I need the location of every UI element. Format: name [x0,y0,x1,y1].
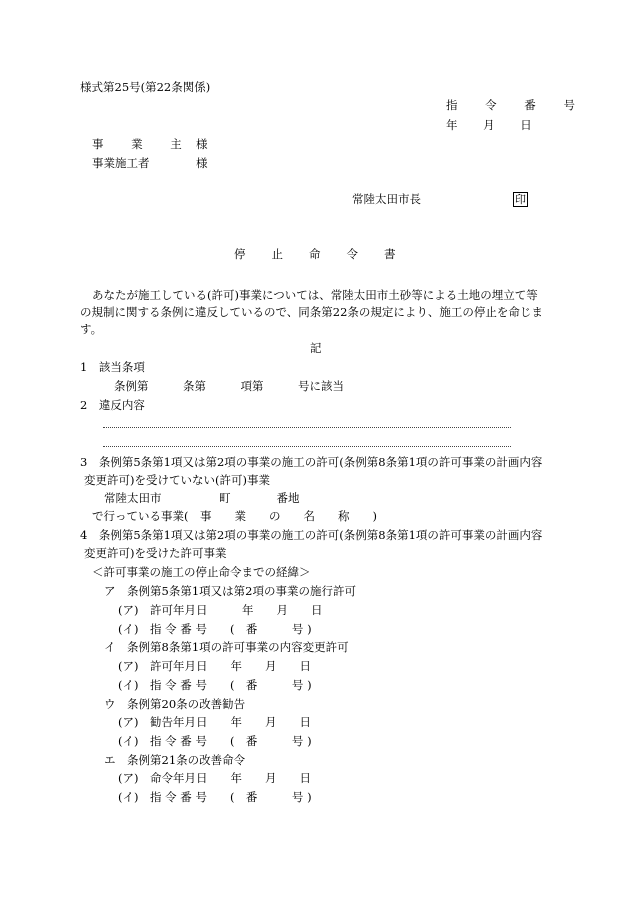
date-label: 年 月 日 [446,118,532,132]
item-4-subheading: ＜許可事業の施工の停止命令までの経緯＞ [92,565,311,579]
item-1-heading: 1 該当条項 [80,360,145,374]
dotted-line [103,427,511,428]
dotted-line [103,446,511,447]
history-b-date: (ア) 許可年月日 年 月 日 [118,659,311,673]
history-d-number: (イ) 指 令 番 号 ( 番 号 ) [118,790,312,804]
item-3-place: 常陸太田市 町 番地 [104,491,300,505]
history-a-title: ア 条例第5条第1項又は第2項の事業の施行許可 [104,584,356,598]
item-3-line-1: 3 条例第5条第1項又は第2項の事業の施工の許可(条例第8条第1項の許可事業の計画内容 [80,455,543,469]
history-b-title: イ 条例第8条第1項の許可事業の内容変更許可 [104,640,349,654]
business-owner-honorific: 様 [196,137,208,151]
body-line-1: あなたが施工している(許可)事業については、常陸太田市土砂等による土地の埋立て等 [92,288,538,302]
seal-mark: 印 [515,193,526,206]
history-b-number: (イ) 指 令 番 号 ( 番 号 ) [118,678,312,692]
body-line-3: す。 [80,322,103,336]
item-2-heading: 2 違反内容 [80,398,145,412]
item-4-line-1: 4 条例第5条第1項又は第2項の事業の施工の許可(条例第8条第1項の許可事業の計画内容 [80,528,543,542]
item-3-line-2: 変更許可)を受けていない(許可)事業 [84,473,270,487]
history-c-date: (ア) 勧告年月日 年 月 日 [118,715,311,729]
item-3-name: で行っている事業( 事 業 の 名 称 ) [92,509,377,523]
reference-number-label: 指 令 番 号 [446,98,587,112]
contractor-honorific: 様 [196,156,208,170]
history-d-date: (ア) 命令年月日 年 月 日 [118,771,311,785]
history-c-title: ウ 条例第20条の改善勧告 [104,697,246,711]
ki-heading: 記 [310,341,322,355]
business-owner-label: 事 業 主 [92,137,194,151]
item-1-detail: 条例第 条第 項第 号に該当 [114,379,344,393]
history-c-number: (イ) 指 令 番 号 ( 番 号 ) [118,734,312,748]
history-d-title: エ 条例第21条の改善命令 [104,753,246,767]
issuer-name: 常陸太田市長 [352,192,421,206]
item-4-line-2: 変更許可)を受けた許可事業 [84,546,227,560]
contractor-label: 事業施工者 [92,156,150,170]
history-a-number: (イ) 指 令 番 号 ( 番 号 ) [118,622,312,636]
document-title: 停止命令書 [234,247,422,261]
form-label: 様式第25号(第22条関係) [80,80,211,94]
history-a-date: (ア) 許可年月日 年 月 日 [118,603,323,617]
body-line-2: の規制に関する条例に違反しているので、同条第22条の規定により、施工の停止を命じま [80,305,543,319]
